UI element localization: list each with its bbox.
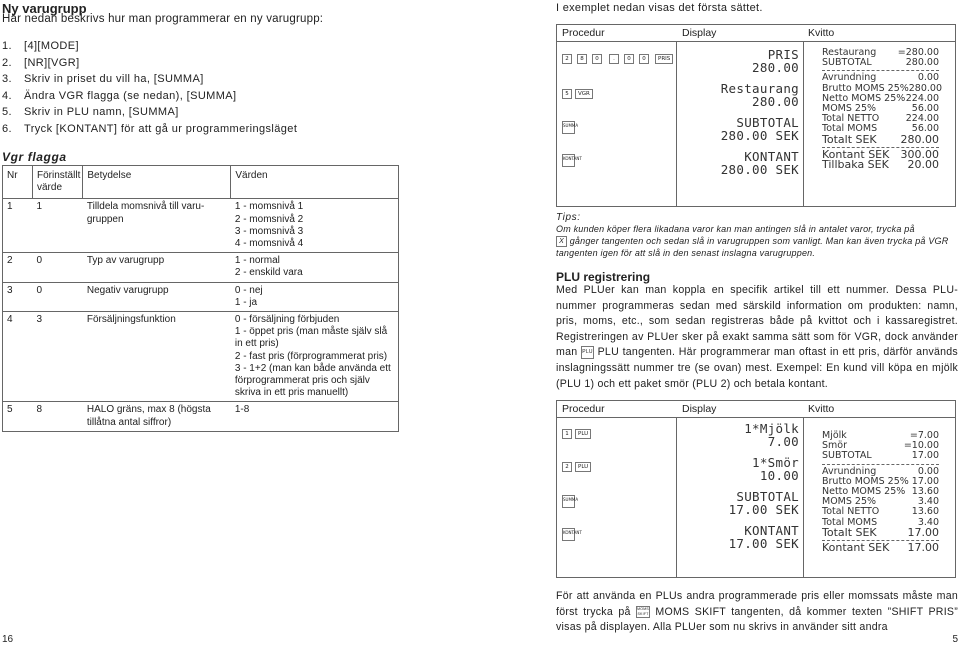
list-item: 5. Skriv in PLU namn, [SUMMA] xyxy=(2,106,179,119)
example-2-box xyxy=(556,400,956,578)
key-0: 0 xyxy=(639,54,649,64)
col-header-nr: Nr xyxy=(3,166,33,199)
receipt-line: Brutto MOMS 25% 17.00 xyxy=(822,475,939,487)
key-kontant: KONTANT xyxy=(562,528,575,541)
moms-skift-key-icon: MOMS SKIFT xyxy=(637,606,649,616)
key-pris: PRIS xyxy=(655,54,673,64)
receipt-line: Total NETTO 224.00 xyxy=(822,113,939,125)
receipt-line: Avrundning 0.00 xyxy=(822,465,939,477)
receipt-panel xyxy=(822,47,943,172)
flag-section-title: Vgr flagga xyxy=(2,150,67,164)
table-row: 1 1 Tilldela momsnivå till varu-gruppen 1 - momsnivå 1 2 - momsnivå 2 3 - momsnivå 3 4 - momsnivå 4 xyxy=(3,199,399,253)
section-heading: PLU registrering xyxy=(556,270,651,284)
receipt-line: MOMS 25% 3.40 xyxy=(822,496,939,508)
key-2: 2 xyxy=(562,462,572,472)
receipt-line: SUBTOTAL 280.00 xyxy=(822,57,939,69)
display-panel: 1*Mjölk 7.00 1*Smör 10.00 SUBTOTAL 17.00 SEK KONTANT 17.00 SEK xyxy=(728,421,799,551)
receipt-line: Brutto MOMS 25% 280.00 xyxy=(822,82,943,94)
plu-paragraph: Med PLUer kan man koppla en specifik artikel till ett nummer. Dessa PLU-nummer programmeras sedan med särskild information om produkten: namn, pris, moms, etc., som sedan registreras både på kvittot och i kassaregistret. Registreringen av PLUer sker på exakt samma sätt som för VGR, dock använder man PLU PLU tangenten. Här programmerar man oftast in ett pris, därför används inslagningssätt nummer tre (se ovan) mest. Exempel: En kund vill köpa en mjölk (PLU 1) och ett paket smör (PLU 2) och betala kontant. xyxy=(556,284,958,390)
key-8: 8 xyxy=(577,54,587,64)
table-row: 5 8 HALO gräns, max 8 (högsta tillåtna antal siffror) 1-8 xyxy=(3,402,399,431)
key-summa: SUMMA xyxy=(562,495,575,508)
key-5: 5 xyxy=(562,89,572,99)
right-page xyxy=(556,0,960,646)
receipt-line: SUBTOTAL 17.00 xyxy=(822,450,939,462)
page-number: 16 xyxy=(2,634,14,645)
receipt-line: Tillbaka SEK 20.00 xyxy=(822,158,939,172)
receipt-total: Totalt SEK 280.00 xyxy=(822,132,939,146)
tips-title: Tips: xyxy=(556,212,581,223)
plu-key-icon: PLU xyxy=(581,346,594,359)
col-header-meaning: Betydelse xyxy=(83,166,231,199)
page-subtitle: Här nedan beskrivs hur man programmerar en ny varugrupp: xyxy=(2,13,324,25)
flag-table xyxy=(2,165,399,432)
key-0: 0 xyxy=(624,54,634,64)
steps-list xyxy=(2,38,297,138)
table-row: 2 0 Typ av varugrupp 1 - normal 2 - enskild vara xyxy=(3,253,399,282)
receipt-total: Totalt SEK 17.00 xyxy=(822,525,939,539)
receipt-line: Netto MOMS 25% 13.60 xyxy=(822,486,939,498)
list-item: 1. [4][MODE] xyxy=(2,40,79,52)
receipt-line: Kontant SEK 17.00 xyxy=(822,541,939,555)
key-plu: PLU xyxy=(575,429,591,439)
table-row: 3 0 Negativ varugrupp 0 - nej 1 - ja xyxy=(3,282,399,311)
list-item: 3. Skriv in priset du vill ha, [SUMMA] xyxy=(2,73,204,86)
key-1: 1 xyxy=(562,429,572,439)
list-item: 4. Ändra VGR flagga (se nedan), [SUMMA] xyxy=(2,89,237,102)
receipt-line: Total NETTO 13.60 xyxy=(822,506,939,518)
key-dot: . xyxy=(609,54,619,64)
key-x-icon: X xyxy=(556,236,567,247)
display-panel: PRIS 280.00 Restaurang 280.00 SUBTOTAL 280.00 SEK KONTANT 280.00 SEK xyxy=(720,47,799,177)
example-2-header: Procedur Display Kvitto xyxy=(557,401,955,418)
receipt-line: Total MOMS 56.00 xyxy=(822,123,939,135)
key-plu: PLU xyxy=(575,462,591,472)
tips-text: Om kunden köper flera likadana varor kan man antingen slå in antalet varor, trycka på X gånger tangenten och sedan slå in varugruppen som vanligt. Man kan även trycka på VGR tangenten igen för att slå in den senast inslagna varugruppen. xyxy=(556,224,949,259)
receipt-line: Smör =10.00 xyxy=(822,440,939,452)
list-item: 2. [NR][VGR] xyxy=(2,56,80,69)
table-row: 4 3 Försäljningsfunktion 0 - försäljning förbjuden 1 - öppet pris (man måste själv slå in ett pris) 2 - fast pris (förprogrammerat pris) 3 - 1+2 (man kan både använda ett förprogrammerat pris och själv skriva in ett pris manuellt) xyxy=(3,312,399,402)
key-0: 0 xyxy=(592,54,602,64)
bottom-paragraph: För att använda en PLUs andra programmerade pris eller momssats måste man först trycka på MOMS SKIFT MOMS SKIFT tangenten, då kommer texten ”SHIFT PRIS” visas på displayen. Alla PLUer som nu skrivs in använder sitt andra xyxy=(556,590,958,634)
example-1-box xyxy=(556,24,956,207)
col-kvitto: Kvitto xyxy=(808,27,835,39)
receipt-line: Netto MOMS 25% 224.00 xyxy=(822,92,939,104)
receipt-line: Kontant SEK 300.00 xyxy=(822,147,939,161)
receipt-line: Restaurang =280.00 xyxy=(822,47,939,58)
key-kontant: KONTANT xyxy=(562,154,575,167)
col-header-values: Värden xyxy=(231,166,399,199)
table-header-row xyxy=(3,166,399,199)
example-intro: I exemplet nedan visas det första sättet. xyxy=(556,2,763,14)
key-summa: SUMMA xyxy=(562,121,575,134)
receipt-line: Avrundning 0.00 xyxy=(822,72,939,84)
page-title: Ny varugrupp xyxy=(2,1,87,16)
receipt-line: MOMS 25% 56.00 xyxy=(822,103,939,115)
receipt-line: Total MOMS 3.40 xyxy=(822,516,939,528)
col-header-default: Förinställt värde xyxy=(33,166,83,199)
example-1-header xyxy=(557,25,955,42)
receipt-panel xyxy=(822,431,939,553)
page-number: 5 xyxy=(952,634,958,645)
list-item: 6. Tryck [KONTANT] för att gå ur programmeringsläget xyxy=(2,122,298,135)
receipt-line: Mjölk =7.00 xyxy=(822,430,939,441)
col-display: Display xyxy=(682,27,717,39)
key-2: 2 xyxy=(562,54,572,64)
key-vgr: VGR xyxy=(575,89,593,99)
col-procedur: Procedur xyxy=(562,27,605,39)
